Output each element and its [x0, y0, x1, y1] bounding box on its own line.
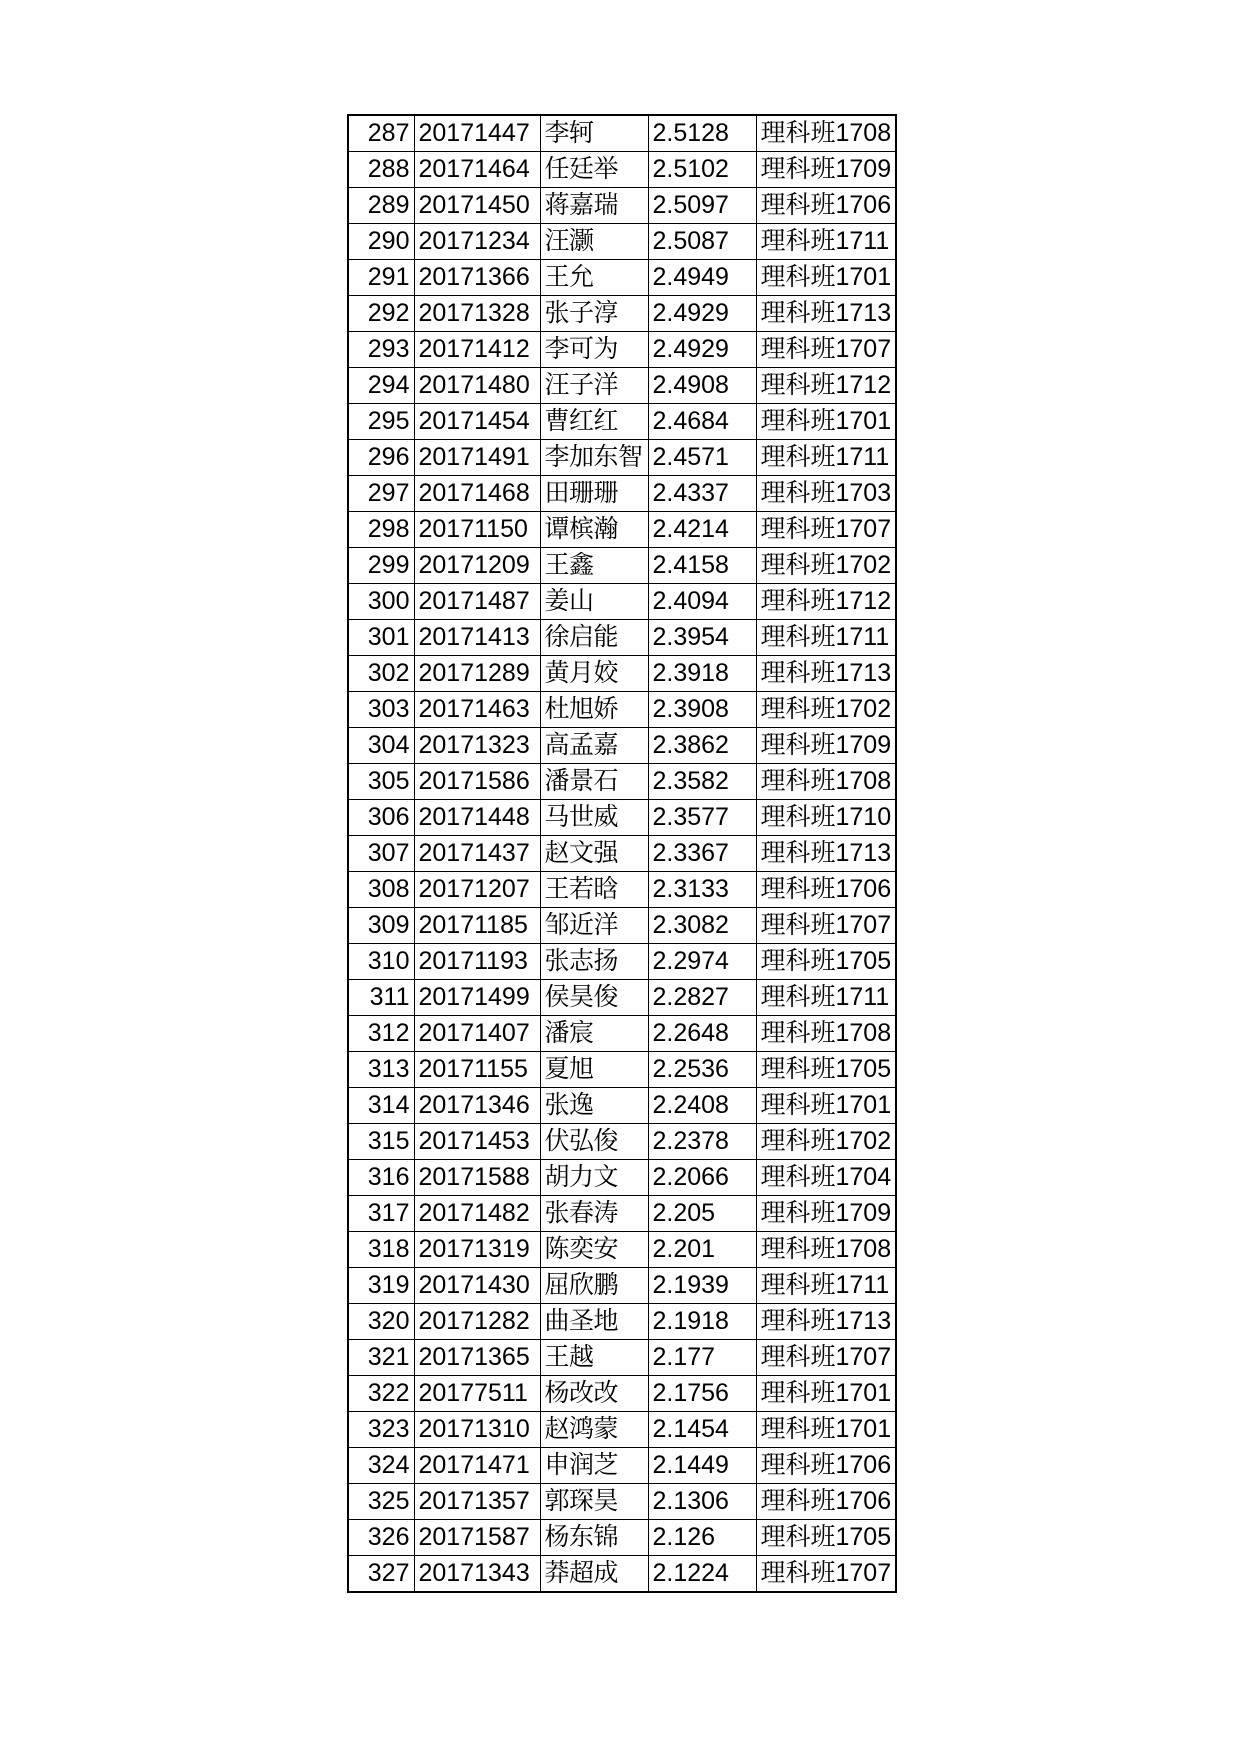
score-cell: 2.4949 — [648, 260, 756, 296]
student-id-cell: 20171150 — [414, 512, 540, 548]
student-id-cell: 20171343 — [414, 1556, 540, 1593]
table-row — [348, 1304, 896, 1340]
student-name-cell: 田珊珊 — [540, 476, 648, 512]
rank-cell: 323 — [348, 1412, 414, 1448]
table-row — [348, 620, 896, 656]
rank-cell: 308 — [348, 872, 414, 908]
score-cell: 2.2827 — [648, 980, 756, 1016]
student-id-cell: 20171448 — [414, 800, 540, 836]
class-cell: 理科班1710 — [756, 800, 896, 836]
student-name-cell: 杨改改 — [540, 1376, 648, 1412]
table-row — [348, 872, 896, 908]
student-id-cell: 20171586 — [414, 764, 540, 800]
score-cell: 2.4337 — [648, 476, 756, 512]
rank-cell: 295 — [348, 404, 414, 440]
student-name-cell: 徐启能 — [540, 620, 648, 656]
score-cell: 2.177 — [648, 1340, 756, 1376]
table-row — [348, 1340, 896, 1376]
class-cell: 理科班1705 — [756, 944, 896, 980]
ranking-table — [347, 114, 897, 1593]
student-name-cell: 潘景石 — [540, 764, 648, 800]
rank-cell: 315 — [348, 1124, 414, 1160]
rank-cell: 302 — [348, 656, 414, 692]
rank-cell: 310 — [348, 944, 414, 980]
score-cell: 2.5087 — [648, 224, 756, 260]
table-row — [348, 908, 896, 944]
score-cell: 2.5128 — [648, 115, 756, 152]
student-id-cell: 20171587 — [414, 1520, 540, 1556]
ranking-table-body — [348, 115, 896, 1592]
student-id-cell: 20171471 — [414, 1448, 540, 1484]
class-cell: 理科班1713 — [756, 656, 896, 692]
student-name-cell: 黄月姣 — [540, 656, 648, 692]
class-cell: 理科班1701 — [756, 1376, 896, 1412]
score-cell: 2.3367 — [648, 836, 756, 872]
table-row — [348, 1052, 896, 1088]
table-row — [348, 1016, 896, 1052]
score-cell: 2.1306 — [648, 1484, 756, 1520]
table-row — [348, 656, 896, 692]
student-name-cell: 申润芝 — [540, 1448, 648, 1484]
score-cell: 2.4571 — [648, 440, 756, 476]
table-row — [348, 1088, 896, 1124]
score-cell: 2.1449 — [648, 1448, 756, 1484]
student-name-cell: 曹红红 — [540, 404, 648, 440]
class-cell: 理科班1701 — [756, 1412, 896, 1448]
student-id-cell: 20171310 — [414, 1412, 540, 1448]
table-row — [348, 440, 896, 476]
rank-cell: 312 — [348, 1016, 414, 1052]
student-id-cell: 20177511 — [414, 1376, 540, 1412]
class-cell: 理科班1707 — [756, 1340, 896, 1376]
rank-cell: 287 — [348, 115, 414, 152]
student-name-cell: 伏弘俊 — [540, 1124, 648, 1160]
score-cell: 2.4214 — [648, 512, 756, 548]
table-row — [348, 1196, 896, 1232]
class-cell: 理科班1702 — [756, 692, 896, 728]
score-cell: 2.5102 — [648, 152, 756, 188]
student-id-cell: 20171453 — [414, 1124, 540, 1160]
class-cell: 理科班1713 — [756, 1304, 896, 1340]
rank-cell: 327 — [348, 1556, 414, 1593]
rank-cell: 289 — [348, 188, 414, 224]
student-name-cell: 王若晗 — [540, 872, 648, 908]
rank-cell: 305 — [348, 764, 414, 800]
student-name-cell: 姜山 — [540, 584, 648, 620]
table-row — [348, 728, 896, 764]
student-id-cell: 20171365 — [414, 1340, 540, 1376]
student-id-cell: 20171464 — [414, 152, 540, 188]
student-name-cell: 汪灏 — [540, 224, 648, 260]
class-cell: 理科班1701 — [756, 1088, 896, 1124]
class-cell: 理科班1706 — [756, 1484, 896, 1520]
rank-cell: 296 — [348, 440, 414, 476]
table-row — [348, 1376, 896, 1412]
score-cell: 2.4908 — [648, 368, 756, 404]
score-cell: 2.3082 — [648, 908, 756, 944]
score-cell: 2.205 — [648, 1196, 756, 1232]
score-cell: 2.2974 — [648, 944, 756, 980]
class-cell: 理科班1711 — [756, 980, 896, 1016]
student-name-cell: 王鑫 — [540, 548, 648, 584]
table-row — [348, 1268, 896, 1304]
student-id-cell: 20171185 — [414, 908, 540, 944]
class-cell: 理科班1707 — [756, 512, 896, 548]
student-name-cell: 高孟嘉 — [540, 728, 648, 764]
student-name-cell: 任廷举 — [540, 152, 648, 188]
rank-cell: 300 — [348, 584, 414, 620]
table-row — [348, 512, 896, 548]
rank-cell: 303 — [348, 692, 414, 728]
rank-cell: 326 — [348, 1520, 414, 1556]
table-row — [348, 1232, 896, 1268]
class-cell: 理科班1705 — [756, 1052, 896, 1088]
table-row — [348, 404, 896, 440]
student-id-cell: 20171413 — [414, 620, 540, 656]
class-cell: 理科班1711 — [756, 224, 896, 260]
student-name-cell: 谭槟瀚 — [540, 512, 648, 548]
score-cell: 2.3577 — [648, 800, 756, 836]
student-id-cell: 20171454 — [414, 404, 540, 440]
student-id-cell: 20171468 — [414, 476, 540, 512]
table-row — [348, 476, 896, 512]
student-name-cell: 赵文强 — [540, 836, 648, 872]
class-cell: 理科班1706 — [756, 188, 896, 224]
class-cell: 理科班1705 — [756, 1520, 896, 1556]
rank-cell: 298 — [348, 512, 414, 548]
table-row — [348, 1484, 896, 1520]
rank-cell: 304 — [348, 728, 414, 764]
rank-cell: 325 — [348, 1484, 414, 1520]
rank-cell: 306 — [348, 800, 414, 836]
student-name-cell: 蒋嘉瑞 — [540, 188, 648, 224]
student-id-cell: 20171463 — [414, 692, 540, 728]
score-cell: 2.3954 — [648, 620, 756, 656]
student-id-cell: 20171447 — [414, 115, 540, 152]
student-id-cell: 20171487 — [414, 584, 540, 620]
student-id-cell: 20171482 — [414, 1196, 540, 1232]
rank-cell: 322 — [348, 1376, 414, 1412]
score-cell: 2.2066 — [648, 1160, 756, 1196]
class-cell: 理科班1711 — [756, 440, 896, 476]
rank-cell: 309 — [348, 908, 414, 944]
student-name-cell: 张子淳 — [540, 296, 648, 332]
score-cell: 2.2378 — [648, 1124, 756, 1160]
student-name-cell: 杨东锦 — [540, 1520, 648, 1556]
class-cell: 理科班1701 — [756, 260, 896, 296]
class-cell: 理科班1707 — [756, 332, 896, 368]
rank-cell: 290 — [348, 224, 414, 260]
rank-cell: 319 — [348, 1268, 414, 1304]
class-cell: 理科班1709 — [756, 728, 896, 764]
score-cell: 2.2536 — [648, 1052, 756, 1088]
score-cell: 2.1454 — [648, 1412, 756, 1448]
table-row — [348, 1448, 896, 1484]
score-cell: 2.2408 — [648, 1088, 756, 1124]
student-id-cell: 20171407 — [414, 1016, 540, 1052]
student-id-cell: 20171480 — [414, 368, 540, 404]
class-cell: 理科班1711 — [756, 1268, 896, 1304]
class-cell: 理科班1711 — [756, 620, 896, 656]
rank-cell: 318 — [348, 1232, 414, 1268]
class-cell: 理科班1707 — [756, 908, 896, 944]
student-id-cell: 20171234 — [414, 224, 540, 260]
class-cell: 理科班1712 — [756, 368, 896, 404]
score-cell: 2.3582 — [648, 764, 756, 800]
rank-cell: 288 — [348, 152, 414, 188]
rank-cell: 294 — [348, 368, 414, 404]
class-cell: 理科班1706 — [756, 872, 896, 908]
table-row — [348, 152, 896, 188]
class-cell: 理科班1702 — [756, 548, 896, 584]
student-name-cell: 郭琛昊 — [540, 1484, 648, 1520]
rank-cell: 317 — [348, 1196, 414, 1232]
student-name-cell: 陈奕安 — [540, 1232, 648, 1268]
student-name-cell: 王越 — [540, 1340, 648, 1376]
student-id-cell: 20171328 — [414, 296, 540, 332]
score-cell: 2.4094 — [648, 584, 756, 620]
score-cell: 2.201 — [648, 1232, 756, 1268]
rank-cell: 291 — [348, 260, 414, 296]
class-cell: 理科班1702 — [756, 1124, 896, 1160]
student-name-cell: 张逸 — [540, 1088, 648, 1124]
student-name-cell: 胡力文 — [540, 1160, 648, 1196]
score-cell: 2.1224 — [648, 1556, 756, 1593]
table-row — [348, 188, 896, 224]
student-id-cell: 20171155 — [414, 1052, 540, 1088]
rank-cell: 324 — [348, 1448, 414, 1484]
score-cell: 2.4158 — [648, 548, 756, 584]
score-cell: 2.1756 — [648, 1376, 756, 1412]
class-cell: 理科班1704 — [756, 1160, 896, 1196]
table-row — [348, 692, 896, 728]
rank-cell: 297 — [348, 476, 414, 512]
class-cell: 理科班1709 — [756, 152, 896, 188]
table-row — [348, 260, 896, 296]
rank-cell: 321 — [348, 1340, 414, 1376]
student-name-cell: 夏旭 — [540, 1052, 648, 1088]
score-cell: 2.5097 — [648, 188, 756, 224]
class-cell: 理科班1708 — [756, 115, 896, 152]
class-cell: 理科班1709 — [756, 1196, 896, 1232]
table-row — [348, 944, 896, 980]
student-name-cell: 杜旭娇 — [540, 692, 648, 728]
class-cell: 理科班1701 — [756, 404, 896, 440]
table-row — [348, 764, 896, 800]
class-cell: 理科班1708 — [756, 1232, 896, 1268]
rank-cell: 307 — [348, 836, 414, 872]
rank-cell: 293 — [348, 332, 414, 368]
class-cell: 理科班1708 — [756, 1016, 896, 1052]
student-name-cell: 屈欣鹏 — [540, 1268, 648, 1304]
rank-cell: 313 — [348, 1052, 414, 1088]
student-name-cell: 曲圣地 — [540, 1304, 648, 1340]
table-row — [348, 368, 896, 404]
student-id-cell: 20171450 — [414, 188, 540, 224]
table-row — [348, 584, 896, 620]
student-name-cell: 莽超成 — [540, 1556, 648, 1593]
rank-cell: 314 — [348, 1088, 414, 1124]
student-name-cell: 王允 — [540, 260, 648, 296]
table-row — [348, 1160, 896, 1196]
student-id-cell: 20171346 — [414, 1088, 540, 1124]
student-id-cell: 20171491 — [414, 440, 540, 476]
student-id-cell: 20171499 — [414, 980, 540, 1016]
table-row — [348, 1124, 896, 1160]
student-name-cell: 邹近洋 — [540, 908, 648, 944]
score-cell: 2.3133 — [648, 872, 756, 908]
rank-cell: 301 — [348, 620, 414, 656]
table-row — [348, 296, 896, 332]
student-id-cell: 20171366 — [414, 260, 540, 296]
score-cell: 2.3862 — [648, 728, 756, 764]
table-row — [348, 332, 896, 368]
table-row — [348, 224, 896, 260]
score-cell: 2.3908 — [648, 692, 756, 728]
class-cell: 理科班1712 — [756, 584, 896, 620]
score-cell: 2.1918 — [648, 1304, 756, 1340]
class-cell: 理科班1703 — [756, 476, 896, 512]
table-row — [348, 115, 896, 152]
student-name-cell: 侯昊俊 — [540, 980, 648, 1016]
student-name-cell: 张志扬 — [540, 944, 648, 980]
table-row — [348, 1520, 896, 1556]
class-cell: 理科班1713 — [756, 296, 896, 332]
table-row — [348, 836, 896, 872]
student-id-cell: 20171282 — [414, 1304, 540, 1340]
class-cell: 理科班1707 — [756, 1556, 896, 1593]
table-row — [348, 800, 896, 836]
student-id-cell: 20171357 — [414, 1484, 540, 1520]
score-cell: 2.1939 — [648, 1268, 756, 1304]
score-cell: 2.126 — [648, 1520, 756, 1556]
student-id-cell: 20171437 — [414, 836, 540, 872]
student-name-cell: 赵鸿蒙 — [540, 1412, 648, 1448]
student-id-cell: 20171289 — [414, 656, 540, 692]
rank-cell: 299 — [348, 548, 414, 584]
class-cell: 理科班1706 — [756, 1448, 896, 1484]
student-id-cell: 20171193 — [414, 944, 540, 980]
rank-cell: 311 — [348, 980, 414, 1016]
table-row — [348, 1556, 896, 1593]
student-id-cell: 20171319 — [414, 1232, 540, 1268]
score-cell: 2.4929 — [648, 332, 756, 368]
student-name-cell: 李可为 — [540, 332, 648, 368]
rank-cell: 320 — [348, 1304, 414, 1340]
table-row — [348, 548, 896, 584]
score-cell: 2.4929 — [648, 296, 756, 332]
rank-cell: 316 — [348, 1160, 414, 1196]
student-name-cell: 张春涛 — [540, 1196, 648, 1232]
student-name-cell: 汪子洋 — [540, 368, 648, 404]
score-cell: 2.4684 — [648, 404, 756, 440]
student-id-cell: 20171588 — [414, 1160, 540, 1196]
class-cell: 理科班1708 — [756, 764, 896, 800]
table-row — [348, 980, 896, 1016]
student-id-cell: 20171412 — [414, 332, 540, 368]
student-name-cell: 李加东智 — [540, 440, 648, 476]
score-cell: 2.3918 — [648, 656, 756, 692]
student-name-cell: 马世威 — [540, 800, 648, 836]
class-cell: 理科班1713 — [756, 836, 896, 872]
score-cell: 2.2648 — [648, 1016, 756, 1052]
rank-cell: 292 — [348, 296, 414, 332]
student-name-cell: 潘宸 — [540, 1016, 648, 1052]
student-name-cell: 李轲 — [540, 115, 648, 152]
student-id-cell: 20171430 — [414, 1268, 540, 1304]
student-id-cell: 20171209 — [414, 548, 540, 584]
student-id-cell: 20171323 — [414, 728, 540, 764]
student-id-cell: 20171207 — [414, 872, 540, 908]
table-row — [348, 1412, 896, 1448]
